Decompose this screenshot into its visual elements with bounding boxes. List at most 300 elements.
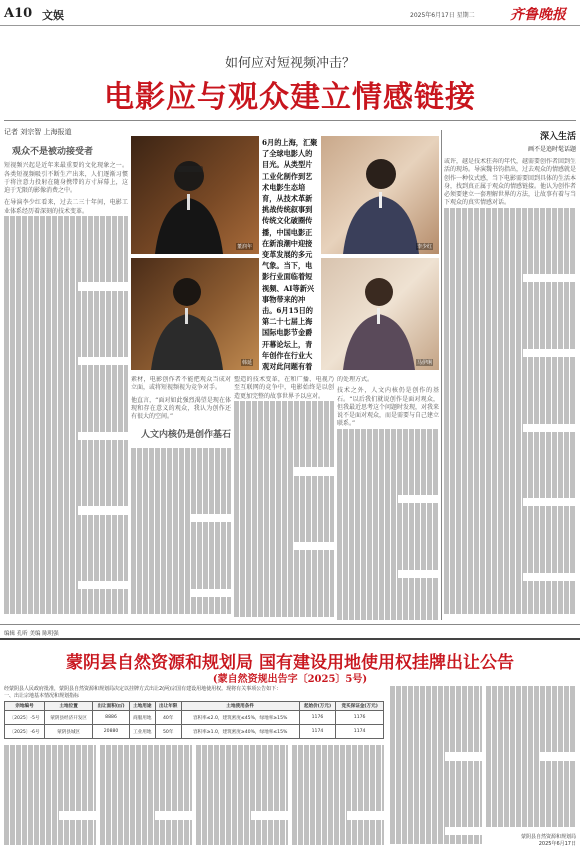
photo-label: 韩延 (241, 360, 252, 366)
text-line (4, 374, 128, 382)
col2-paragraph-2: 他直言，“面对如此强烈渴望是现在体现和存在意义的观众，我认为创作还有很大的空间。” (131, 396, 231, 421)
text-line (486, 694, 576, 702)
text-line (234, 559, 334, 567)
text-line (444, 573, 523, 581)
text-line (486, 711, 576, 719)
text-line (4, 233, 128, 241)
text-line (444, 432, 576, 440)
text-line (4, 307, 128, 315)
text-line (4, 778, 96, 786)
text-line (4, 506, 78, 514)
notice-body-filler (4, 745, 96, 845)
table-row (5, 725, 384, 739)
text-line (100, 753, 192, 761)
text-line (4, 473, 128, 481)
speaker-silhouette-icon (321, 136, 439, 254)
sidebar-body-filler (444, 208, 576, 615)
article-subhead: 如何应对短视频冲击？ (224, 56, 355, 71)
text-line (4, 523, 128, 531)
text-line (4, 548, 128, 556)
text-line (444, 565, 576, 573)
text-line (234, 500, 334, 508)
cell-use: 商服用地 (129, 711, 155, 725)
text-line (292, 828, 384, 836)
text-line (444, 390, 576, 398)
text-line (444, 457, 576, 465)
text-line (444, 482, 576, 490)
article-column-1 (4, 140, 128, 620)
notice-number: (蒙自然资规出告字〔2025〕5号) (212, 674, 368, 685)
header-cell: 土地用途 (129, 702, 155, 711)
text-line (234, 567, 334, 575)
section-title-humanism: 人文内核仍是创作基石 (141, 430, 231, 441)
text-line (337, 586, 439, 594)
text-line (337, 503, 439, 511)
photo-label: 马伊琍 (416, 360, 432, 366)
text-line (390, 802, 482, 810)
text-line (4, 424, 128, 432)
photo-han-yan (131, 258, 259, 370)
sidebar-column (444, 158, 576, 620)
text-line (444, 216, 576, 224)
text-line (196, 795, 288, 803)
text-line (337, 470, 439, 478)
text-line (4, 291, 128, 299)
text-line (4, 382, 128, 390)
text-line (4, 498, 128, 506)
text-line (486, 761, 576, 769)
notice-body-filler (100, 745, 192, 845)
text-line (337, 553, 439, 561)
text-line (131, 464, 231, 472)
header-cell: 起始价(万元) (299, 702, 336, 711)
text-line (234, 592, 334, 600)
photo-label: 李少红 (416, 244, 432, 250)
text-line (4, 556, 128, 564)
headline-rule (4, 120, 576, 121)
text-line (444, 515, 576, 523)
text-line (234, 434, 334, 442)
text-line (196, 786, 288, 794)
text-line (234, 575, 334, 583)
text-line (4, 316, 128, 324)
sidebar-paragraph: 或许，越是技术狂奔的年代，越需要创作者回到生活的现场。导演魏书钧指出，过去观众的情感就是创作一种仪式感，当下电影需要回到具体的生活本身，找到真正属于观众的情感链接。他认为创作者必须要建立一套理解世界的方法，让故事有着与当下观众的真实情感对话。 (444, 158, 576, 207)
text-line (390, 794, 482, 802)
text-line (337, 595, 439, 603)
text-line (196, 753, 288, 761)
text-line (486, 769, 576, 777)
byline: 记者 刘宗智 上海报道 (4, 128, 72, 136)
photo-li-shaohong (321, 136, 439, 254)
table-header-row (5, 702, 384, 711)
text-line (100, 778, 192, 786)
sidebar-divider (441, 130, 442, 620)
text-line (4, 811, 59, 819)
text-line (486, 802, 576, 810)
text-line (234, 417, 334, 425)
text-line (131, 539, 231, 547)
text-line (444, 349, 523, 357)
header-cell: 土地使用条件 (181, 702, 299, 711)
text-line (337, 462, 439, 470)
article-column-3 (234, 376, 334, 620)
text-line (4, 266, 128, 274)
text-line (4, 836, 96, 844)
text-line (131, 506, 231, 514)
text-line (4, 341, 128, 349)
text-line (4, 432, 78, 440)
notice-signature (498, 833, 576, 847)
text-line (234, 476, 334, 484)
col2-paragraph-1: 素材，电影创作者不能把观众当成对立面，或将短视频视为竞争对手。 (131, 376, 231, 392)
text-line (390, 711, 482, 719)
text-line (196, 820, 288, 828)
header-cell: 竞买保证金(万元) (336, 702, 384, 711)
text-line (196, 762, 288, 770)
text-line (337, 578, 439, 586)
header-cell: 出让年限 (155, 702, 181, 711)
text-line (444, 407, 576, 415)
col3-body-filler (234, 401, 334, 617)
masthead (0, 0, 580, 26)
sidebar (444, 129, 576, 153)
notice-title: 蒙阴县自然资源和规划局 国有建设用地使用权挂牌出让公告 (66, 653, 514, 673)
text-line (486, 736, 576, 744)
text-line (337, 487, 439, 495)
text-line (131, 556, 231, 564)
notice-column-6 (486, 686, 576, 830)
text-line (131, 564, 231, 572)
text-line (131, 531, 231, 539)
cell-conditions: 容积率≤2.0，建筑密度≤45%，绿地率≥15% (181, 711, 299, 725)
notice-body-filler (486, 686, 576, 827)
text-line (131, 597, 231, 605)
text-line (131, 589, 191, 597)
text-line (444, 589, 576, 597)
text-line (444, 498, 523, 506)
newspaper-logo: 齐鲁晚报 (510, 7, 566, 23)
text-line (4, 786, 96, 794)
header-cell: 出让面积(㎡) (93, 702, 130, 711)
text-line (100, 795, 192, 803)
speaker-silhouette-icon (321, 258, 439, 370)
text-line (444, 424, 523, 432)
text-line (390, 752, 445, 760)
photo-label: 董润年 (236, 244, 252, 250)
text-line (337, 603, 439, 611)
text-line (390, 719, 482, 727)
text-line (337, 570, 398, 578)
text-line (390, 703, 482, 711)
text-line (444, 548, 576, 556)
text-line (196, 778, 288, 786)
notice-column-1 (4, 745, 96, 847)
text-line (234, 550, 334, 558)
cell-code: 〔2025〕-6号 (5, 725, 45, 739)
cell-years: 40年 (155, 711, 181, 725)
text-line (337, 437, 439, 445)
text-line (4, 332, 128, 340)
text-line (444, 224, 576, 232)
text-line (4, 770, 96, 778)
article-headline: 电影应与观众建立情感链接 (104, 80, 476, 115)
text-line (4, 324, 128, 332)
text-line (486, 703, 576, 711)
text-line (390, 761, 482, 769)
speaker-silhouette-icon (131, 136, 259, 254)
text-line (131, 448, 231, 456)
text-line (444, 332, 576, 340)
text-line (4, 224, 128, 232)
text-line (4, 490, 128, 498)
text-line (390, 835, 482, 843)
col4-paragraph-2: 技术之外，人文内核仍是创作的基石。“以后我们就说创作是面对观众，但我最近思考这个问题时发现，对我来说不是面对观众，而是需要与自己建立联系。” (337, 387, 439, 428)
cell-location: 蒙阴县经济开发区 (45, 711, 93, 725)
col2-body-filler (131, 448, 231, 614)
text-line (196, 828, 288, 836)
text-line (4, 448, 128, 456)
text-line (234, 583, 334, 591)
cell-conditions: 容积率≥1.0，建筑密度≥40%，绿地率≤15% (181, 725, 299, 739)
text-line (444, 399, 576, 407)
text-line (196, 836, 288, 844)
text-line (4, 258, 128, 266)
text-line (234, 517, 334, 525)
text-line (444, 258, 576, 266)
text-line (234, 401, 334, 409)
text-line (234, 484, 334, 492)
text-line (444, 274, 523, 282)
text-line (444, 465, 576, 473)
text-line (131, 498, 231, 506)
text-line (337, 429, 439, 437)
text-line (4, 531, 128, 539)
photo-dong-runnian (131, 136, 259, 254)
text-line (4, 299, 128, 307)
text-line (337, 545, 439, 553)
sidebar-title: 深入生活 (539, 132, 576, 142)
notice-issuer: 蒙阴县自然资源和规划局 (520, 834, 576, 840)
text-line (131, 581, 231, 589)
notice-top-rule (0, 638, 580, 640)
notice-body-filler (196, 745, 288, 845)
text-line (100, 803, 192, 811)
text-line (390, 827, 445, 835)
text-line (4, 540, 128, 548)
text-line (444, 233, 576, 241)
col1-paragraph-1: 短视频兴起是近年来最重要的文化现象之一。各类短视频吸引不断生产出来，人们逐渐习惯于将注意力投射在随身携带的方寸屏幕上，这迫于无限的影像消费之中。 (4, 162, 128, 195)
text-line (100, 836, 192, 844)
text-line (292, 803, 384, 811)
text-line (4, 241, 128, 249)
text-line (390, 769, 482, 777)
col1-body-filler (4, 216, 128, 614)
text-line (4, 606, 128, 614)
text-line (131, 514, 191, 522)
text-line (131, 522, 231, 530)
text-line (444, 382, 576, 390)
cell-location: 蒙阴县城区 (45, 725, 93, 739)
text-line (444, 249, 576, 257)
section-name: 文娱 (42, 9, 64, 22)
text-line (234, 409, 334, 417)
text-line (4, 465, 128, 473)
text-line (196, 803, 288, 811)
text-line (234, 459, 334, 467)
text-line (486, 752, 540, 760)
section-title-viewers: 观众不是被动接受者 (12, 147, 94, 157)
header-cell: 宗地编号 (5, 702, 45, 711)
text-line (100, 828, 192, 836)
col1-paragraph-2: 在导演李少红看来，过去二三十年间，电影工业体系经历着深刻的技术变革。 (4, 199, 128, 215)
text-line (486, 727, 576, 735)
text-line (337, 512, 439, 520)
col3-paragraph-1: 塑造的技术变革，在和广播、电视乃至互联网的竞争中，电影始终是以创造更加完整的故事世界予以应对。 (234, 376, 334, 400)
text-line (390, 777, 482, 785)
text-line (444, 540, 576, 548)
text-line (196, 745, 288, 753)
text-line (486, 810, 576, 818)
text-line (444, 473, 576, 481)
speaker-silhouette-icon (131, 258, 259, 370)
text-line (4, 357, 78, 365)
text-line (4, 573, 128, 581)
text-line (234, 467, 294, 475)
article-column-2 (131, 376, 231, 620)
notice-column-5 (390, 686, 482, 846)
col4-paragraph-1: 的处理方式。 (337, 376, 374, 383)
text-line (486, 819, 576, 827)
text-line (444, 307, 576, 315)
text-line (4, 349, 128, 357)
notice-body-filler (390, 686, 482, 844)
text-line (444, 598, 576, 606)
text-line (292, 753, 384, 761)
cell-area: 20880 (93, 725, 130, 739)
cell-years: 50年 (155, 725, 181, 739)
cell-start-price: 1174 (299, 725, 336, 739)
cell-start-price: 1176 (299, 711, 336, 725)
text-line (444, 365, 576, 373)
text-line (337, 528, 439, 536)
text-line (131, 605, 231, 613)
text-line (444, 316, 576, 324)
text-line (234, 534, 334, 542)
text-line (444, 282, 576, 290)
text-line (486, 794, 576, 802)
text-line (196, 770, 288, 778)
article-bottom-rule (0, 624, 580, 625)
text-line (390, 727, 482, 735)
text-line (486, 777, 576, 785)
text-line (131, 481, 231, 489)
text-line (196, 811, 251, 819)
text-line (444, 440, 576, 448)
notice-column-2 (100, 745, 192, 847)
text-line (337, 611, 439, 619)
text-line (4, 399, 128, 407)
notice-body-filler (292, 745, 384, 845)
text-line (4, 598, 128, 606)
text-line (444, 208, 576, 216)
text-line (292, 811, 347, 819)
text-line (4, 407, 128, 415)
text-line (444, 341, 576, 349)
text-line (444, 299, 576, 307)
text-line (486, 744, 576, 752)
text-line (4, 820, 96, 828)
text-line (131, 489, 231, 497)
text-line (444, 415, 576, 423)
cell-use: 工业用地 (129, 725, 155, 739)
text-line (292, 745, 384, 753)
text-line (234, 442, 334, 450)
text-line (486, 786, 576, 794)
cell-deposit: 1174 (336, 725, 384, 739)
text-line (4, 249, 128, 257)
text-line (292, 786, 384, 794)
text-line (234, 600, 334, 608)
text-line (337, 537, 439, 545)
text-line (234, 525, 334, 533)
text-line (292, 820, 384, 828)
text-line (100, 745, 192, 753)
parcel-table (4, 701, 384, 739)
text-line (234, 509, 334, 517)
text-line (292, 778, 384, 786)
header-cell: 土地位置 (45, 702, 93, 711)
text-line (390, 736, 482, 744)
text-line (4, 589, 128, 597)
notice-date: 2025年6月17日 (538, 841, 576, 847)
text-line (337, 520, 439, 528)
text-line (131, 456, 231, 464)
text-line (4, 216, 128, 224)
text-line (131, 473, 231, 481)
text-line (4, 282, 78, 290)
text-line (444, 506, 576, 514)
text-line (4, 581, 78, 589)
text-line (4, 365, 128, 373)
text-line (444, 291, 576, 299)
text-line (4, 795, 96, 803)
page-number: A10 (4, 6, 33, 21)
photo-caption: 6月的上海，汇聚了全球电影人的目光。从类型片工业化制作到艺术电影生态培育，从技术革新挑战传统叙事到传统文化破圈传播，中国电影正在新浪潮中迎接变革发展的多元气象。当下，电影行业面临着短视频、AI等新兴事物带来的冲击。6月15日的第二十七届上海国际电影节金爵开幕论坛上，青年创作在行业大观对此问题有着 (262, 138, 318, 372)
text-line (292, 770, 384, 778)
text-line (390, 819, 482, 827)
text-line (100, 786, 192, 794)
text-line (100, 762, 192, 770)
text-line (234, 451, 334, 459)
text-line (444, 374, 576, 382)
editor-credit: 编辑 孔昕 美编 陈明强 (4, 631, 59, 637)
text-line (444, 490, 576, 498)
text-line (4, 515, 128, 523)
text-line (444, 266, 576, 274)
cell-area: 8886 (93, 711, 130, 725)
text-line (234, 542, 294, 550)
photo-ma-yili (321, 258, 439, 370)
text-line (292, 762, 384, 770)
text-line (444, 448, 576, 456)
text-line (390, 686, 482, 694)
sidebar-subtitle: 画不是追时髦话题 (527, 146, 576, 153)
text-line (234, 608, 334, 616)
notice-intro-text: 经蒙阴县人民政府批准，蒙阴县自然资源和规划局决定以挂牌方式出让2(两)宗国有建设用地使用权。现将有关事项公告如下： (4, 686, 282, 692)
text-line (444, 357, 576, 365)
table-row (5, 711, 384, 725)
text-line (390, 744, 482, 752)
